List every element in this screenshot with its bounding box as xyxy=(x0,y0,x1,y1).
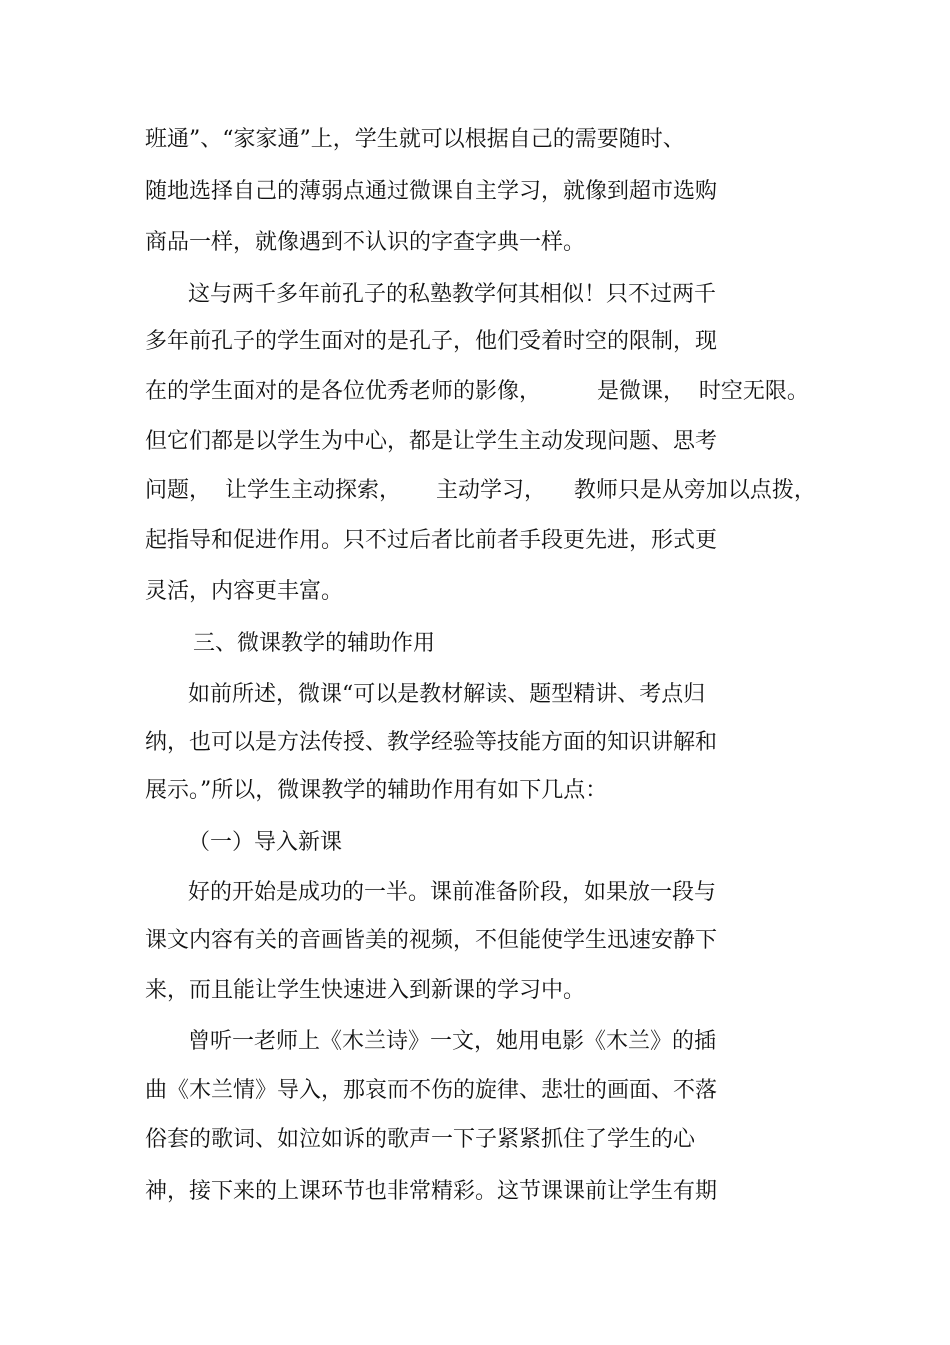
section-heading: 三、微课教学的辅助作用 xyxy=(193,631,436,656)
text-line: 在的学生面对的是各位优秀老师的影像， 是微课， 时空无限。 xyxy=(145,379,809,404)
text-line: 纳，也可以是方法传授、教学经验等技能方面的知识讲解和 xyxy=(145,730,718,755)
text-line: 但它们都是以学生为中心，都是让学生主动发现问题、思考 xyxy=(145,429,718,454)
text-line: 问题， 让学生主动探索， 主动学习， 教师只是从旁加以点拨， xyxy=(145,478,816,503)
paragraph-start-line: 如前所述，微课“可以是教材解读、题型精讲、考点归 xyxy=(188,682,706,707)
subsection-heading: （一）导入新课 xyxy=(188,830,343,855)
paragraph-start-line: 好的开始是成功的一半。课前准备阶段，如果放一段与 xyxy=(188,880,717,905)
text-line: 神，接下来的上课环节也非常精彩。这节课课前让学生有期 xyxy=(145,1179,718,1204)
text-line: 多年前孔子的学生面对的是孔子，他们受着时空的限制，现 xyxy=(145,329,718,354)
text-line: 班通”、“家家通”上，学生就可以根据自己的需要随时、 xyxy=(145,127,685,152)
text-line: 商品一样，就像遇到不认识的字查字典一样。 xyxy=(145,230,586,255)
text-line: 灵活，内容更丰富。 xyxy=(145,579,344,604)
paragraph-start-line: 这与两千多年前孔子的私塾教学何其相似！只不过两千 xyxy=(188,282,717,307)
text-line: 随地选择自己的薄弱点通过微课自主学习，就像到超市选购 xyxy=(145,179,718,204)
text-line: 来，而且能让学生快速进入到新课的学习中。 xyxy=(145,978,586,1003)
text-line: 曲《木兰情》导入，那哀而不伤的旋律、悲壮的画面、不落 xyxy=(145,1078,718,1103)
text-line: 俗套的歌词、如泣如诉的歌声一下子紧紧抓住了学生的心 xyxy=(145,1127,696,1152)
text-line: 课文内容有关的音画皆美的视频，不但能使学生迅速安静下 xyxy=(145,928,718,953)
text-line: 起指导和促进作用。只不过后者比前者手段更先进，形式更 xyxy=(145,528,718,553)
text-line: 展示。”所以，微课教学的辅助作用有如下几点： xyxy=(145,778,608,803)
paragraph-start-line: 曾听一老师上《木兰诗》一文，她用电影《木兰》的插 xyxy=(188,1029,717,1054)
